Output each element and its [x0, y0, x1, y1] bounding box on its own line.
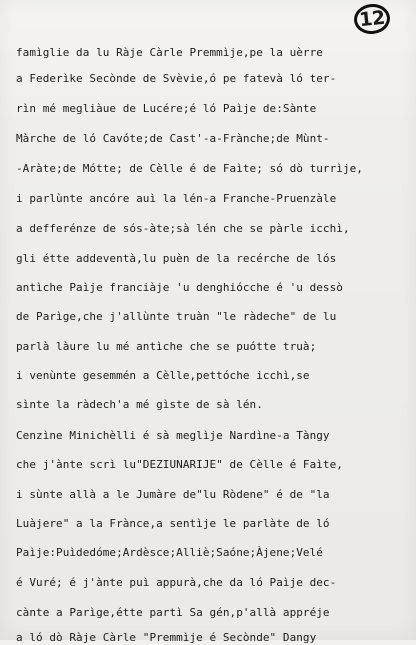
text-line: Màrche de ló Cavóte;de Cast'-a-Frànche;de Mùnt-: [16, 132, 330, 145]
text-line: Cenzìne Minichèlli é sà meglìje Nardìne-a Tàngy: [16, 429, 330, 442]
text-line: Luàjere" a la Frànce,a sentìje le parlàte de ló: [16, 517, 330, 530]
text-line: -Aràte;de Mótte; de Cèlle é de Faìte; só dò turrìje,: [16, 162, 363, 175]
text-line: rìn mé megliàue de Lucére;é ló Paìje de:Sànte: [16, 102, 317, 115]
text-line: i venùnte gesemmén a Cèlle,pettóche icchì,se: [16, 369, 310, 382]
text-line: a ló dò Ràje Càrle "Premmìje é Secònde" Dangy: [16, 631, 317, 644]
text-line: gli étte addeventà,lu puèn de la recérche de lós: [16, 252, 337, 265]
text-line: é Vuré; é j'ànte puì appurà,che da ló Paìje dec-: [16, 576, 337, 589]
text-line: sìnte la ràdech'a mé gìste de sà lén.: [16, 398, 263, 411]
text-line: parlà làure lu mé antìche che se puótte truà;: [16, 340, 317, 353]
text-line: a defferénze de sós-àte;sà lén che se pàrle icchì,: [16, 222, 350, 235]
page-number-text: 12: [358, 6, 386, 32]
text-line: a Federìke Secònde de Svèvie,ó pe fatevà ló ter-: [16, 72, 337, 85]
page-number-badge: [353, 2, 392, 36]
text-line: de Parìge,che j'allùnte truàn "le ràdeche" de lu: [16, 310, 337, 323]
text-line: i sùnte allà a le Jumàre de"lu Ròdene" é de "la: [16, 488, 330, 501]
paragraph-break: [10, 417, 400, 418]
text-line: i parlùnte ancóre auì la lén-a Franche-Pruenzàle: [16, 192, 337, 205]
text-line: famìglie da lu Ràje Càrle Premmìje,pe la uèrre: [16, 46, 323, 59]
text-line: cànte a Parìge,étte partì Sa gén,p'allà appréje: [16, 606, 330, 619]
text-line: Paìje:Puìdedóme;Ardèsce;Alliè;Saóne;Àjene;Velé: [16, 546, 323, 559]
text-line: che j'ànte scrì lu"DEZIUNARIJE" de Cèlle é Faìte,: [16, 458, 343, 471]
text-line: antìche Paìje franciàje 'u denghiócche é 'u dessò: [16, 281, 343, 294]
